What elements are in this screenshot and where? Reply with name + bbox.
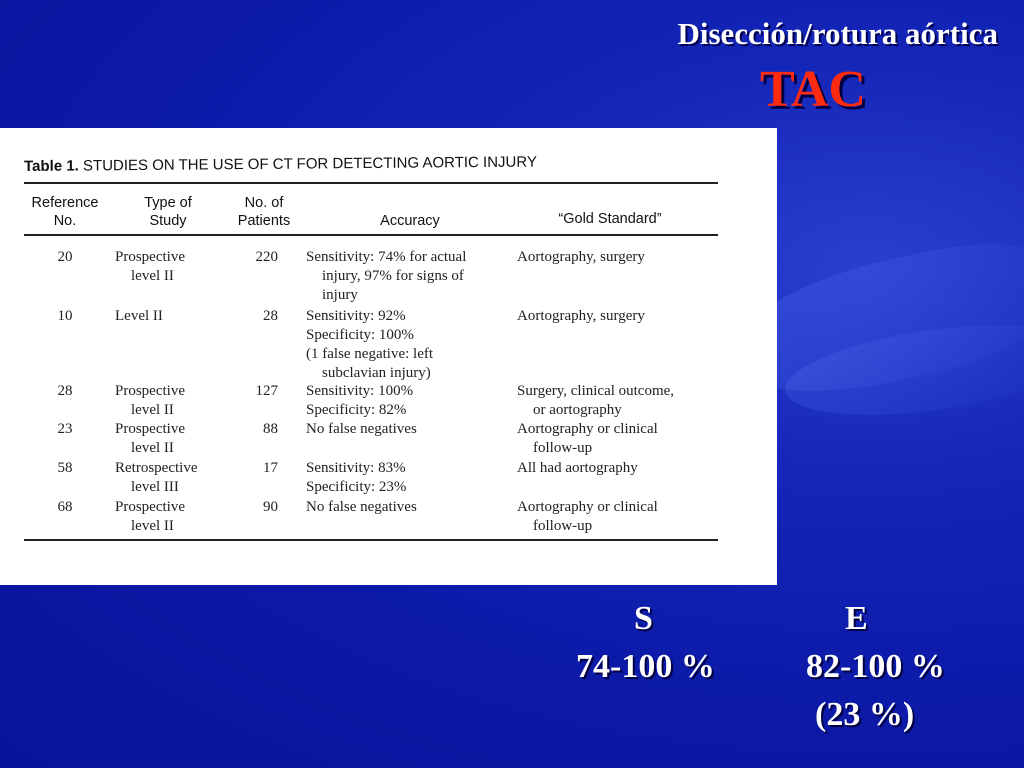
cell-reference: 10	[57, 308, 73, 324]
header-reference-line2: No.	[53, 213, 77, 229]
cell-reference: 20	[57, 249, 73, 265]
header-type-line2: Study	[149, 213, 187, 229]
slide-title: Disección/rotura aórtica	[677, 16, 998, 51]
cell-accuracy-line1: Sensitivity: 92%	[306, 308, 406, 324]
header-type	[124, 194, 212, 230]
cell-patients: 220	[255, 249, 278, 265]
table-image	[0, 128, 777, 585]
header-patients-line1: No. of	[244, 195, 284, 211]
cell-study-type-line2: level II	[131, 402, 174, 418]
cell-gold-standard-line2: follow-up	[533, 440, 593, 456]
cell-patients: 28	[263, 308, 278, 324]
header-reference-line1: Reference	[31, 195, 99, 211]
table-caption-prefix: Table 1.	[24, 157, 79, 175]
cell-accuracy-line1: Sensitivity: 100%	[306, 383, 414, 399]
header-accuracy: Accuracy	[380, 213, 440, 229]
header-gold-standard: “Gold Standard”	[558, 211, 662, 227]
cell-accuracy-line2: injury, 97% for signs of	[322, 268, 464, 284]
cell-accuracy-line2: Specificity: 23%	[306, 479, 407, 495]
cell-study-type-line2: level II	[131, 518, 174, 534]
cell-accuracy: No false negatives	[306, 499, 417, 515]
cell-study-type-line1: Prospective	[115, 421, 185, 437]
table-top-rule	[24, 182, 718, 184]
cell-gold-standard: Aortography, surgery	[517, 249, 645, 265]
specificity-value: 82-100 %	[806, 648, 945, 685]
cell-study-type-line1: Prospective	[115, 383, 185, 399]
cell-reference: 23	[57, 421, 73, 437]
cell-study-type-line2: level III	[131, 479, 179, 495]
cell-reference: 68	[57, 499, 73, 515]
header-reference	[22, 194, 108, 230]
cell-patients: 88	[263, 421, 278, 437]
cell-gold-standard-line1: Aortography or clinical	[517, 499, 658, 515]
cell-gold-standard-line2: or aortography	[533, 402, 622, 418]
cell-gold-standard-line2: follow-up	[533, 518, 593, 534]
cell-patients: 127	[255, 383, 278, 399]
cell-study-type: Level II	[115, 308, 163, 324]
cell-accuracy-line1: Sensitivity: 74% for actual	[306, 249, 467, 265]
sensitivity-label: S	[634, 600, 653, 637]
cell-reference: 58	[57, 460, 73, 476]
cell-study-type-line1: Prospective	[115, 499, 185, 515]
cell-accuracy-line2: Specificity: 100%	[306, 327, 414, 343]
cell-accuracy-line2: Specificity: 82%	[306, 402, 407, 418]
cell-gold-standard: All had aortography	[517, 460, 638, 476]
cell-study-type-line2: level II	[131, 268, 174, 284]
cell-accuracy-line4: subclavian injury)	[322, 365, 431, 381]
table-bottom-rule	[24, 539, 718, 541]
header-patients	[224, 194, 304, 230]
cell-gold-standard-line1: Surgery, clinical outcome,	[517, 383, 675, 399]
table-caption-text: STUDIES ON THE USE OF CT FOR DETECTING AORTIC INJURY	[78, 153, 537, 175]
cell-accuracy-line3: (1 false negative: left	[306, 346, 434, 362]
cell-accuracy: No false negatives	[306, 421, 417, 437]
slide-subtitle: TAC	[760, 61, 866, 118]
cell-accuracy-line3: injury	[322, 287, 358, 303]
cell-patients: 17	[263, 460, 278, 476]
specificity-note: (23 %)	[815, 696, 915, 733]
table-header-rule	[24, 234, 718, 236]
cell-study-type-line2: level II	[131, 440, 174, 456]
cell-patients: 90	[263, 499, 278, 515]
specificity-label: E	[845, 600, 868, 637]
cell-gold-standard-line1: Aortography or clinical	[517, 421, 658, 437]
cell-study-type-line1: Prospective	[115, 249, 185, 265]
table-caption	[24, 154, 537, 175]
cell-reference: 28	[57, 383, 73, 399]
sensitivity-value: 74-100 %	[576, 648, 715, 685]
header-patients-line2: Patients	[237, 213, 291, 229]
cell-study-type-line1: Retrospective	[115, 460, 198, 476]
header-type-line1: Type of	[144, 195, 192, 211]
cell-accuracy-line1: Sensitivity: 83%	[306, 460, 406, 476]
cell-gold-standard: Aortography, surgery	[517, 308, 645, 324]
